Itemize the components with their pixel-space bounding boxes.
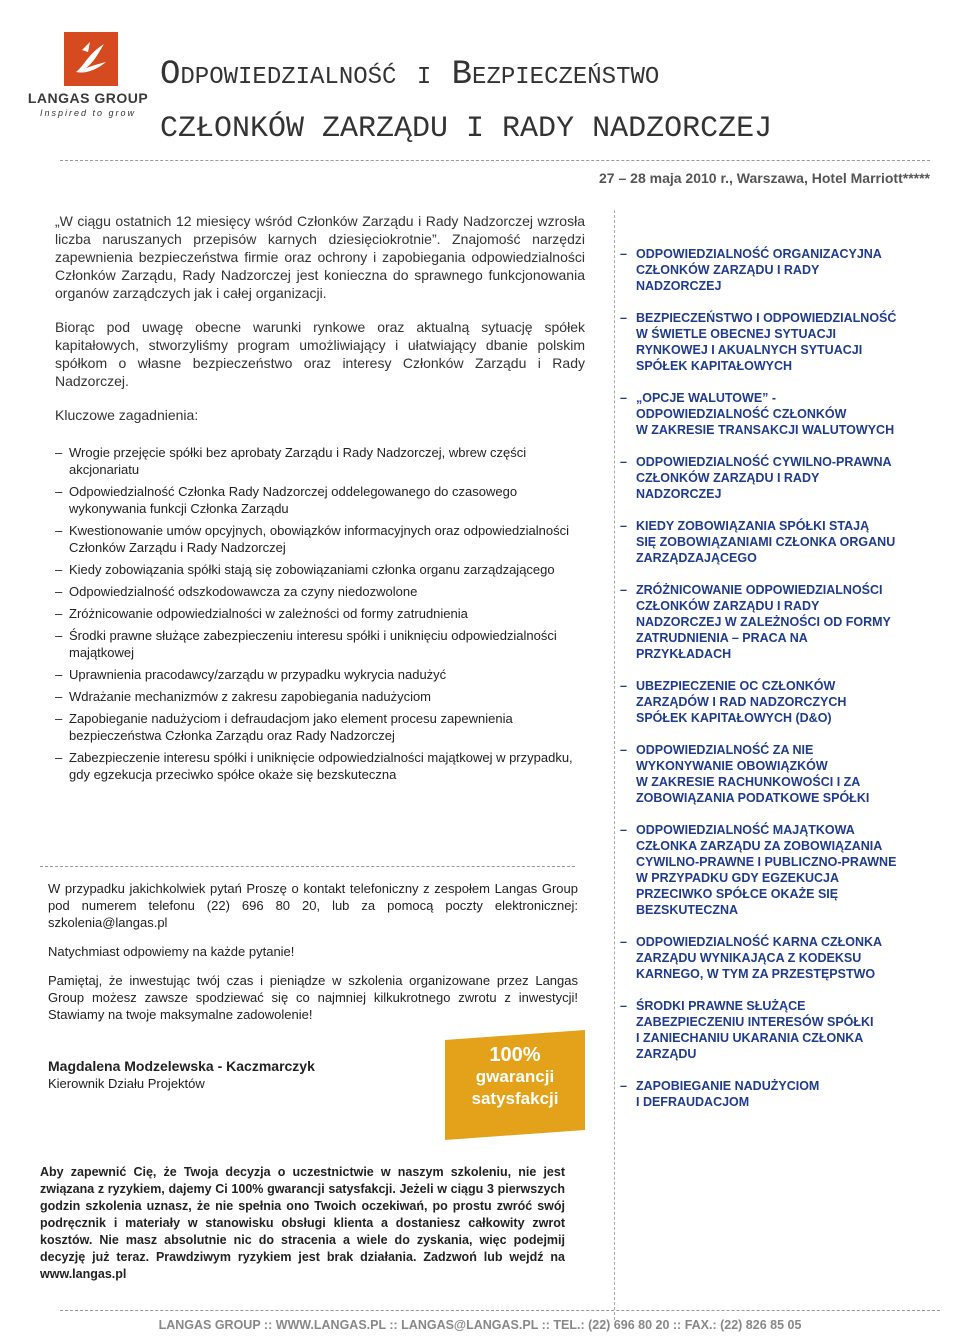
topic-item: – ODPOWIEDZIALNOŚĆ MAJĄTKOWA CZŁONKA ZARZĄDU ZA ZOBOWIĄZANIA CYWILNO-PRAWNE I PUBLICZNO-PRAWNE W PRZYPADKU GDY EGZEKUCJA PRZECIWKO SPÓŁCE OKAŻE SIĘ BEZSKUTECZNA xyxy=(620,822,938,918)
list-item: – Zróżnicowanie odpowiedzialności w zależności od formy zatrudnienia xyxy=(55,605,585,622)
list-item: – Środki prawne służące zabezpieczeniu interesu spółki i uniknięciu odpowiedzialności majątkowej xyxy=(55,627,585,661)
contact-promise: Natychmiast odpowiemy na każde pytanie! xyxy=(48,944,295,959)
topic-item: – „OPCJE WALUTOWE” - ODPOWIEDZIALNOŚĆ CZŁONKÓW W ZAKRESIE TRANSAKCJI WALUTOWYCH xyxy=(620,390,938,438)
badge-line3: satysfakcji xyxy=(471,1089,559,1108)
signature-name: Magdalena Modzelewska - Kaczmarczyk xyxy=(48,1058,315,1074)
topic-item: – ODPOWIEDZIALNOŚĆ CYWILNO-PRAWNA CZŁONKÓW ZARZĄDU I RADY NADZORCZEJ xyxy=(620,454,938,502)
key-topics-list xyxy=(55,444,585,783)
topic-item: – ZAPOBIEGANIE NADUŻYCIOM I DEFRAUDACJOM xyxy=(620,1078,938,1110)
topic-item: – ODPOWIEDZIALNOŚĆ KARNA CZŁONKA ZARZĄDU WYNIKAJĄCA Z KODEKSU KARNEGO, W TYM ZA PRZESTĘPSTWO xyxy=(620,934,938,982)
list-item: – Kwestionowanie umów opcyjnych, obowiązków informacyjnych oraz odpowiedzialności Członków Zarządu i Rady Nadzorczej xyxy=(55,522,585,556)
topic-item: – ODPOWIEDZIALNOŚĆ ZA NIE WYKONYWANIE OBOWIĄZKÓW W ZAKRESIE RACHUNKOWOŚCI I ZA ZOBOWIĄZANIA PODATKOWE SPÓŁKI xyxy=(620,742,938,806)
page-title-line1: Odpowiedzialność i Bezpieczeństwo xyxy=(160,56,660,94)
topic-item: – ZRÓŻNICOWANIE ODPOWIEDZIALNOŚCI CZŁONKÓW ZARZĄDU I RADY NADZORCZEJ W ZALEŻNOŚCI OD FORMY ZATRUDNIENIA – PRACA NA PRZYKŁADACH xyxy=(620,582,938,662)
header-divider xyxy=(60,160,930,161)
topic-item: – BEZPIECZEŃSTWO I ODPOWIEDZIALNOŚĆ W ŚWIETLE OBECNEJ SYTUACJI RYNKOWEJ I AKUALNYCH SYTUACJI SPÓŁEK KAPITAŁOWYCH xyxy=(620,310,938,374)
intro-section xyxy=(55,212,585,788)
topic-item: – UBEZPIECZENIE OC CZŁONKÓW ZARZĄDÓW I RAD NADZORCZYCH SPÓŁEK KAPITAŁOWYCH (D&O) xyxy=(620,678,938,726)
company-logo xyxy=(24,32,152,122)
list-item: – Odpowiedzialność Członka Rady Nadzorczej oddelegowanego do czasowego wykonywania funkcji Członka Zarządu xyxy=(55,483,585,517)
page-title-line2: CZŁONKÓW ZARZĄDU I RADY NADZORCZEJ xyxy=(160,112,773,146)
badge-line2: gwarancji xyxy=(475,1067,555,1086)
key-topics-label: Kluczowe zagadnienia: xyxy=(55,407,199,423)
signature-role: Kierownik Działu Projektów xyxy=(48,1076,205,1091)
list-item: – Uprawnienia pracodawcy/zarządu w przypadku wykrycia nadużyć xyxy=(55,666,585,683)
event-dateline: 27 – 28 maja 2010 r., Warszawa, Hotel Marriott***** xyxy=(599,170,930,186)
list-item: – Kiedy zobowiązania spółki stają się zobowiązaniami członka organu zarządzającego xyxy=(55,561,585,578)
contact-paragraph: W przypadku jakichkolwiek pytań Proszę o kontakt telefoniczny z zespołem Langas Group pod numerem telefonu (22) 696 80 20, lub za pomocą poczty elektronicznej: szkolenia@langas.pl xyxy=(48,881,578,930)
contact-divider xyxy=(40,866,575,867)
topic-item: – ŚRODKI PRAWNE SŁUŻĄCE ZABEZPIECZENIU INTERESÓW SPÓŁKI I ZANIECHANIU UKARANIA CZŁONKA ZARZĄDU xyxy=(620,998,938,1062)
intro-paragraph-1: „W ciągu ostatnich 12 miesięcy wśród Członków Zarządu i Rady Nadzorczej wzrosła liczba naruszanych przepisów karnych dziesięciokrotnie”. Znajomość narzędzi zapewnienia bezpieczeństwa firmie oraz ochrony i zapobiegania odpowiedzialności Członków Zarządu, Rady Nadzorczej jest konieczna do sprawnego funkcjonowania organów zarządczych jak i całej organizacji. xyxy=(55,213,585,301)
program-topics-list xyxy=(620,246,938,1126)
topic-item: – KIEDY ZOBOWIĄZANIA SPÓŁKI STAJĄ SIĘ ZOBOWIĄZANIAMI CZŁONKA ORGANU ZARZĄDZAJĄCEGO xyxy=(620,518,938,566)
footer-contact: LANGAS GROUP :: WWW.LANGAS.PL :: LANGAS@LANGAS.PL :: TEL.: (22) 696 80 20 :: FAX.: (22) 826 85 05 xyxy=(158,1318,802,1332)
contact-invest-note: Pamiętaj, że inwestując twój czas i pieniądze w szkolenia organizowane przez Langas Group możesz zawsze spodziewać się co najmniej kilkukrotnego zwrotu z inwestycji! Stawiamy na twoje maksymalne zadowolenie! xyxy=(48,973,578,1022)
guarantee-badge xyxy=(445,1030,585,1140)
list-item: – Wdrażanie mechanizmów z zakresu zapobiegania nadużyciom xyxy=(55,688,585,705)
topic-item: – ODPOWIEDZIALNOŚĆ ORGANIZACYJNA CZŁONKÓW ZARZĄDU I RADY NADZORCZEJ xyxy=(620,246,938,294)
footer-divider xyxy=(60,1310,940,1311)
list-item: – Wrogie przejęcie spółki bez aprobaty Zarządu i Rady Nadzorczej, wbrew części akcjonariatu xyxy=(55,444,585,478)
logo-mark-icon xyxy=(64,32,118,86)
list-item: – Zabezpieczenie interesu spółki i uniknięcie odpowiedzialności majątkowej w przypadku, gdy egzekucja przeciwko spółce okaże się bezskuteczna xyxy=(55,749,585,783)
list-item: – Odpowiedzialność odszkodowawcza za czyny niedozwolone xyxy=(55,583,585,600)
guarantee-text: Aby zapewnić Cię, że Twoja decyzja o uczestnictwie w naszym szkoleniu, nie jest związana z ryzykiem, dajemy Ci 100% gwarancji satysfakcji. Jeżeli w ciągu 3 pierwszych godzin szkolenia uznasz, że nie spełnia ono Twoich oczekiwań, po prostu zwróć swój podręcznik i materiały w stanowisku obsługi klienta a dostaniesz całkowity zwrot kosztów. Nie masz absolutnie nic do stracenia a wiele do zyskania, więc podejmij decyzję już teraz. Prawdziwym ryzykiem jest brak działania. Zadzwoń lub wejdź na www.langas.pl xyxy=(40,1165,565,1281)
badge-percent: 100% xyxy=(489,1044,541,1066)
logo-name: LANGAS GROUP xyxy=(27,90,149,106)
column-divider xyxy=(614,210,615,1320)
contact-section xyxy=(48,880,578,1035)
intro-paragraph-2: Biorąc pod uwagę obecne warunki rynkowe oraz aktualną sytuację spółek kapitałowych, stworzyliśmy program umożliwiający i ułatwiający dbanie polskim spółkom o własne bezpieczeństwo oraz interesy Członków Zarządu i Rady Nadzorczej. xyxy=(55,319,585,389)
logo-tagline: Inspired to grow xyxy=(39,108,137,118)
list-item: – Zapobieganie nadużyciom i defraudacjom jako element procesu zapewnienia bezpieczeństwa Członka Zarządu oraz Rady Nadzorczej xyxy=(55,710,585,744)
